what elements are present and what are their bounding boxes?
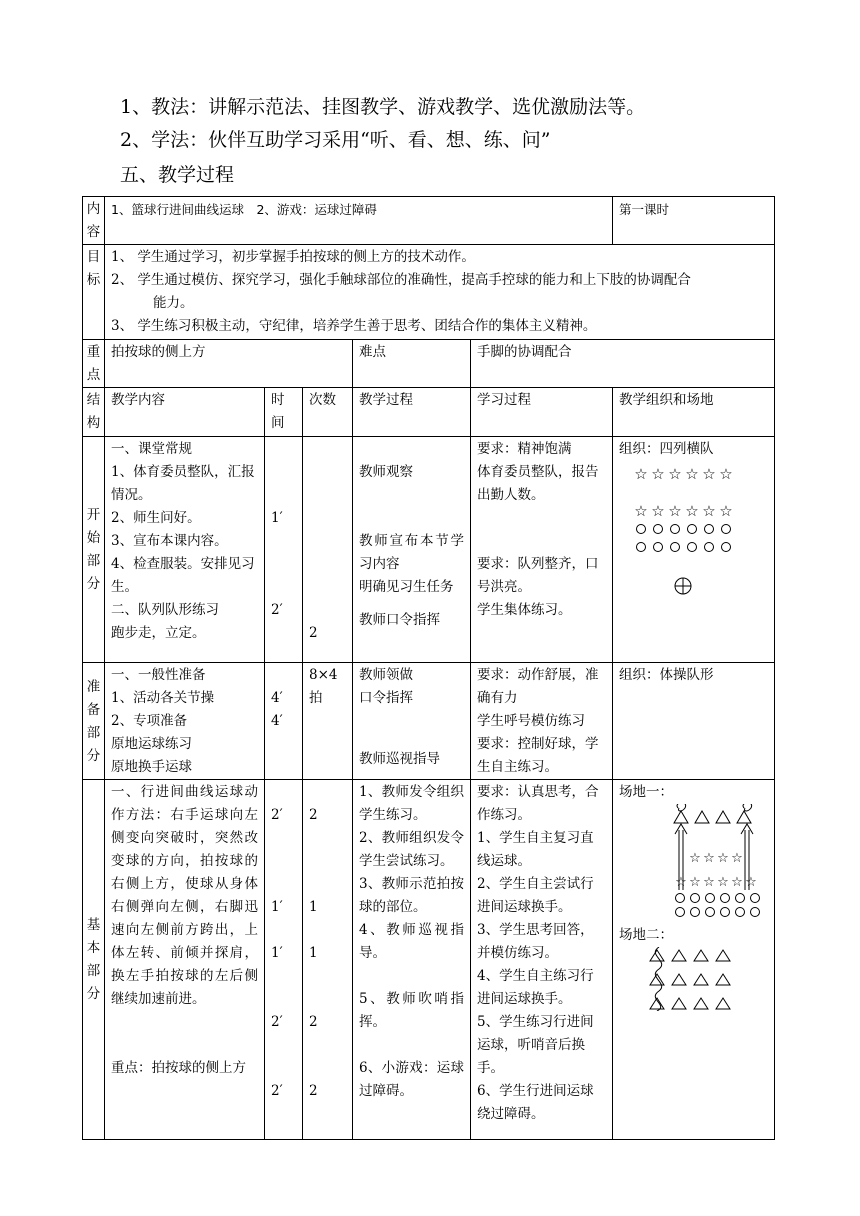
prep-time (265, 663, 303, 780)
main-reps (303, 780, 353, 1140)
teacher-icon (675, 578, 691, 594)
opening-teacher (353, 437, 471, 663)
goal-1: 1、 学生通过学习，初步掌握手拍按球的侧上方的技术动作。 (111, 249, 475, 265)
header-row (83, 388, 775, 437)
teaching-method-line: 1、教法：讲解示范法、挂图教学、游戏教学、选优激励法等。 (120, 96, 646, 118)
cone-icon (672, 950, 686, 961)
main-student-3: 2、学生自主尝试行进间运球换手。 (477, 876, 594, 915)
key-row (83, 340, 775, 388)
field-two-label: 场地二： (619, 927, 674, 943)
prep-row (83, 663, 775, 780)
main-teacher-3: 3、教师示范拍按球的部位。 (359, 876, 464, 915)
prep-label: 准备部分 (86, 678, 101, 764)
prep-student-1: 要求：动作舒展，准确有力 (477, 667, 599, 706)
circle-icon (722, 525, 731, 534)
content-label: 内容 (86, 201, 101, 240)
circle-icon (705, 525, 714, 534)
cone-icon (650, 974, 664, 985)
difficulty-label: 难点 (353, 340, 471, 388)
main-teacher-6: 6、小游戏：运球过障碍。 (359, 1060, 464, 1099)
main-label: 基本部分 (86, 917, 101, 1002)
header-student: 学习过程 (471, 388, 613, 437)
header-time: 时间 (265, 388, 303, 437)
prep-time-1: 4′ (271, 690, 283, 706)
opening-reps (303, 437, 353, 663)
main-teacher (353, 780, 471, 1140)
circle-icon (676, 908, 685, 917)
star-icon: ☆ (719, 465, 733, 483)
cone-icon (674, 811, 688, 823)
opening-content (105, 437, 265, 663)
main-row (83, 780, 775, 1140)
main-reps-2: 1 (309, 899, 318, 915)
star-icon: ☆ (719, 502, 733, 520)
main-reps-4: 2 (309, 1014, 318, 1030)
prep-teacher-3: 教师巡视指导 (359, 751, 440, 767)
main-reps-3: 1 (309, 945, 318, 961)
main-reps-1: 2 (309, 807, 318, 823)
goals-list (105, 245, 775, 340)
goals-row (83, 245, 775, 340)
cone-icon (672, 998, 686, 1009)
main-time-2: 1′ (271, 899, 283, 915)
main-content (105, 780, 265, 1140)
curve-path-icon (743, 804, 752, 811)
star-icon: ☆ (703, 851, 715, 866)
cone-icon (737, 811, 751, 823)
star-icon: ☆ (702, 502, 716, 520)
cone-icon (716, 811, 730, 823)
opening-student-1: 要求：精神饱满 (477, 441, 572, 457)
main-time-1: 2′ (271, 807, 283, 823)
main-content-2: 重点：拍按球的侧上方 (111, 1060, 246, 1076)
star-icon: ☆ (689, 851, 701, 866)
goals-label: 目标 (86, 249, 101, 288)
difficulty-value: 手脚的协调配合 (471, 340, 775, 388)
star-icon: ☆ (731, 851, 743, 866)
star-icon: ☆ (702, 465, 716, 483)
main-content-1: 一、行进间曲线运球动作方法：右手运球向左侧变向突破时，突然改变球的方向，拍按球的右侧上方，使球从身体右侧弹向左侧，右脚迅速向左侧前方跨出，上体左转、前倾并探肩，换左手拍按球的左后侧继续加速前进。 (111, 784, 258, 1007)
main-teacher-4: 4、教师巡视指导。 (359, 922, 464, 961)
star-icon: ☆ (651, 465, 665, 483)
prep-time-2: 4′ (271, 713, 283, 729)
star-icon: ☆ (668, 465, 682, 483)
prep-teacher-1: 教师领做 (359, 667, 413, 683)
star-icon: ☆ (634, 502, 648, 520)
circle-icon (637, 525, 646, 534)
prep-org: 组织：体操队形 (613, 663, 775, 780)
star-icon: ☆ (685, 502, 699, 520)
circle-icon (751, 908, 760, 917)
prep-teacher (353, 663, 471, 780)
opening-row (83, 437, 775, 663)
circle-icon (736, 894, 745, 903)
main-student-7: 6、学生行进间运球绕过障碍。 (477, 1083, 594, 1122)
header-content: 教学内容 (105, 388, 265, 437)
curve-path-icon (677, 804, 686, 811)
circle-icon (676, 894, 685, 903)
prep-content-3: 2、专项准备 (111, 713, 188, 729)
key-value: 拍按球的侧上方 (105, 340, 353, 388)
cone-icon (694, 974, 708, 985)
prep-content-1: 一、一般性准备 (111, 667, 206, 683)
prep-reps: 8×4拍 (303, 663, 353, 780)
main-student (471, 780, 613, 1140)
main-time-4: 2′ (271, 1014, 283, 1030)
learning-method-line: 2、学法：伙伴互助学习采用“听、看、想、练、问” (120, 129, 551, 151)
main-student-4: 3、学生思考回答，并模仿练习。 (477, 922, 594, 961)
star-icon: ☆ (717, 851, 729, 866)
prep-student-2: 学生呼号模仿练习 (477, 713, 585, 729)
main-student-2: 1、学生自主复习直线运球。 (477, 830, 594, 869)
cone-icon (695, 811, 709, 823)
prep-teacher-2: 口令指挥 (359, 690, 413, 706)
prep-student (471, 663, 613, 780)
opening-reps-1: 2 (309, 625, 318, 641)
circle-icon (688, 543, 697, 552)
goal-2: 2、 学生通过模仿、探究学习，强化手触球部位的准确性，提高手控球的能力和上下肢的协调配合 (111, 272, 691, 288)
header-org: 教学组织和场地 (613, 388, 775, 437)
circle-icon (721, 908, 730, 917)
star-icon: ☆ (634, 465, 648, 483)
main-reps-5: 2 (309, 1083, 318, 1099)
opening-content-5: 4、检查服装。安排见习生。 (111, 556, 255, 595)
opening-teacher-4: 教师口令指挥 (359, 612, 440, 628)
circle-icon (705, 543, 714, 552)
content-row (83, 197, 775, 245)
prep-student-3: 要求：控制好球，学生自主练习。 (477, 736, 599, 775)
prep-content-4: 原地运球练习 (111, 736, 192, 752)
circle-icon (688, 525, 697, 534)
field-one-label: 场地一： (619, 784, 674, 800)
main-student-6: 5、学生练习行进间运球，听哨音后换手。 (477, 1014, 594, 1076)
lesson-plan-table (82, 196, 775, 1140)
main-time-3: 1′ (271, 945, 283, 961)
content-value: 1、篮球行进间曲线运球 2、游戏：运球过障碍 (105, 197, 613, 245)
opening-content-7: 跑步走，立定。 (111, 625, 206, 641)
star-icon: ☆ (675, 875, 687, 890)
cone-icon (716, 998, 730, 1009)
prep-content-5: 原地换手运球 (111, 759, 192, 775)
main-teacher-2: 2、教师组织发令学生尝试练习。 (359, 830, 464, 869)
circle-icon (671, 543, 680, 552)
star-icon: ☆ (685, 465, 699, 483)
opening-student (471, 437, 613, 663)
circle-icon (706, 908, 715, 917)
opening-time-1: 1′ (271, 510, 283, 526)
prep-content-2: 1、活动各关节操 (111, 690, 215, 706)
cone-icon (716, 950, 730, 961)
opening-time-2: 2′ (271, 602, 283, 618)
opening-teacher-3: 明确见习生任务 (359, 579, 454, 595)
opening-content-3: 2、师生问好。 (111, 510, 201, 526)
opening-content-4: 3、宣布本课内容。 (111, 533, 228, 549)
opening-org-label: 组织：四列横队 (619, 441, 714, 457)
circle-icon (691, 894, 700, 903)
main-time (265, 780, 303, 1140)
main-teacher-5: 5、教师吹哨指挥。 (359, 991, 464, 1030)
star-icon: ☆ (668, 502, 682, 520)
opening-content-1: 一、课堂常规 (111, 441, 192, 457)
lesson-number: 第一课时 (613, 197, 775, 245)
main-student-5: 4、学生自主练习行进间运球换手。 (477, 968, 594, 1007)
cone-icon (716, 974, 730, 985)
star-icon: ☆ (717, 875, 729, 890)
opening-content-6: 二、队列队形练习 (111, 602, 219, 618)
cone-icon (694, 950, 708, 961)
opening-student-2: 体育委员整队，报告出勤人数。 (477, 464, 599, 503)
opening-teacher-2: 教师宣布本节学习内容 (359, 533, 464, 572)
cone-icon (672, 974, 686, 985)
goal-2-cont: 能力。 (153, 295, 194, 311)
header-reps: 次数 (303, 388, 353, 437)
goal-3: 3、 学生练习积极主动，守纪律，培养学生善于思考、团结合作的集体主义精神。 (111, 318, 597, 334)
star-icon: ☆ (689, 875, 701, 890)
circle-icon (654, 525, 663, 534)
opening-time (265, 437, 303, 663)
star-icon: ☆ (745, 875, 757, 890)
opening-student-3: 要求：队列整齐，口号洪亮。 (477, 556, 599, 595)
opening-teacher-1: 教师观察 (359, 464, 413, 480)
main-student-1: 要求：认真思考，合作练习。 (477, 784, 599, 823)
opening-org (613, 437, 775, 663)
field-one-diagram (619, 804, 764, 922)
star-icon: ☆ (703, 875, 715, 890)
prep-content (105, 663, 265, 780)
main-time-5: 2′ (271, 1083, 283, 1099)
opening-label: 开始部分 (86, 507, 101, 592)
circle-icon (736, 908, 745, 917)
opening-student-4: 学生集体练习。 (477, 602, 572, 618)
circle-icon (751, 894, 760, 903)
header-teacher: 教学过程 (353, 388, 471, 437)
circle-icon (637, 543, 646, 552)
circle-icon (691, 908, 700, 917)
circle-icon (671, 525, 680, 534)
cone-icon (694, 998, 708, 1009)
circle-icon (706, 894, 715, 903)
key-label: 重点 (86, 344, 101, 383)
opening-content-2: 1、体育委员整队，汇报情况。 (111, 464, 255, 503)
circle-icon (722, 543, 731, 552)
star-icon: ☆ (731, 875, 743, 890)
four-row-formation-diagram (619, 461, 759, 636)
circle-icon (654, 543, 663, 552)
main-org (613, 780, 775, 1140)
circle-icon (721, 894, 730, 903)
field-two-diagram (619, 947, 764, 1011)
header-structure: 结构 (86, 392, 101, 431)
section-title: 五、教学过程 (120, 164, 235, 186)
main-teacher-1: 1、教师发令组织学生练习。 (359, 784, 464, 823)
star-icon: ☆ (651, 502, 665, 520)
